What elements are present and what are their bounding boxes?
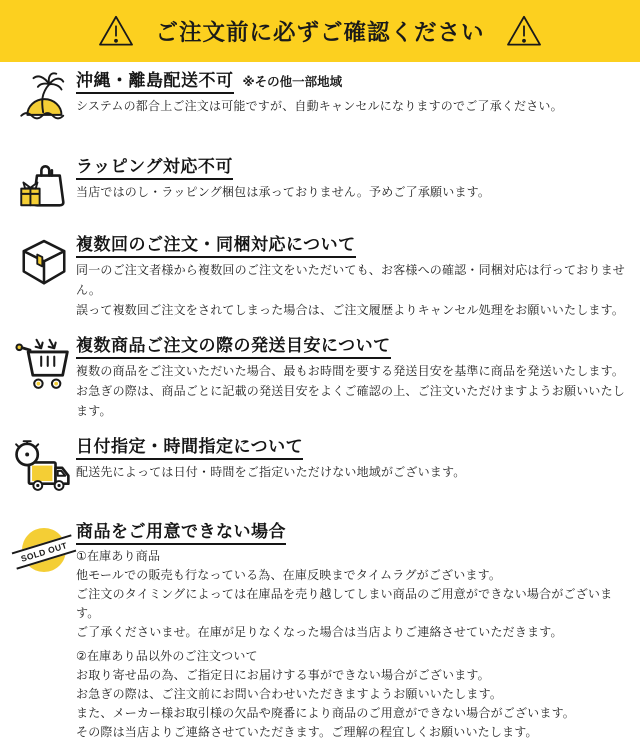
section-no-combined-shipping — [12, 234, 632, 320]
section-text-line: ①在庫あり商品 — [76, 549, 161, 563]
section-text-line: ご了承くださいませ。在庫が足りなくなった場合は当店よりご連絡させていただきます。 — [76, 625, 563, 639]
section-okinawa-shipping — [12, 70, 632, 128]
section-text-line: 同一のご注文者様から複数回のご注文をいただいても、お客様への確認・同梱対応は行っておりません。 — [76, 263, 626, 297]
confirm-before-order-banner — [0, 0, 640, 62]
section-heading: 沖縄・離島配送不可 — [76, 70, 234, 94]
delivery-truck-stopwatch-icon — [12, 436, 76, 494]
section-heading: ラッピング対応不可 — [76, 156, 233, 180]
notice-list — [0, 62, 640, 742]
section-out-of-stock — [12, 521, 632, 742]
section-shipping-estimate — [12, 335, 632, 421]
section-text-line: お取り寄せ品の為、ご指定日にお届けする事ができない場合がございます。 — [76, 668, 490, 682]
section-heading: 複数回のご注文・同梱対応について — [76, 234, 356, 258]
section-text-line: 当店ではのし・ラッピング梱包は承っておりません。予めご了承願います。 — [76, 185, 491, 199]
warning-triangle-icon — [505, 13, 543, 49]
section-text-line: ②在庫あり品以外のご注文ついて — [76, 649, 258, 663]
gift-bag-icon — [12, 156, 76, 214]
section-text-line: お急ぎの際は、ご注文前にお問い合わせいただきますようお願いいたします。 — [76, 687, 503, 701]
section-text-line: また、メーカー様お取引様の欠品や廃番により商品のご用意ができない場合がございます。 — [76, 706, 576, 720]
sold-out-stamp-icon — [12, 521, 76, 577]
warning-triangle-icon — [97, 13, 135, 49]
shopping-cart-icon — [12, 335, 76, 393]
section-date-time — [12, 436, 632, 494]
section-text-line: 誤って複数回ご注文をされてしまった場合は、ご注文履歴よりキャンセル処理をお願いいたします。 — [76, 303, 625, 317]
section-heading: 日付指定・時間指定について — [76, 436, 303, 460]
banner-title: ご注文前に必ずご確認ください — [155, 20, 485, 45]
section-text-line: 配送先によっては日付・時間をご指定いただけない地域がございます。 — [76, 465, 466, 479]
section-heading: 複数商品ご注文の際の発送目安について — [76, 335, 391, 359]
section-note: ※その他一部地域 — [242, 75, 343, 89]
section-text-line: ご注文のタイミングによっては在庫品を売り越してしまい商品のご用意ができない場合がございます。 — [76, 587, 613, 620]
section-text-line: その際は当店よりご連絡させていただきます。ご理解の程宜しくお願いいたします。 — [76, 725, 538, 739]
section-heading: 商品をご用意できない場合 — [76, 521, 286, 545]
island-palm-icon — [12, 70, 76, 128]
section-text-line: システムの都合上ご注文は可能ですが、自動キャンセルになりますのでご了承ください。 — [76, 99, 563, 113]
section-text-line: 他モールでの販売も行なっている為、在庫反映までタイムラグがございます。 — [76, 568, 502, 582]
sold-out-label: SOLD OUT — [19, 540, 69, 564]
section-text-line: 複数の商品をご注文いただいた場合、最もお時間を要する発送目安を基準に商品を発送いたします。 — [76, 364, 625, 378]
section-no-wrapping — [12, 156, 632, 214]
package-box-icon — [12, 234, 76, 290]
section-text-line: お急ぎの際は、商品ごとに記載の発送目安をよくご確認の上、ご注文いただけますようお願いいたします。 — [76, 384, 626, 418]
